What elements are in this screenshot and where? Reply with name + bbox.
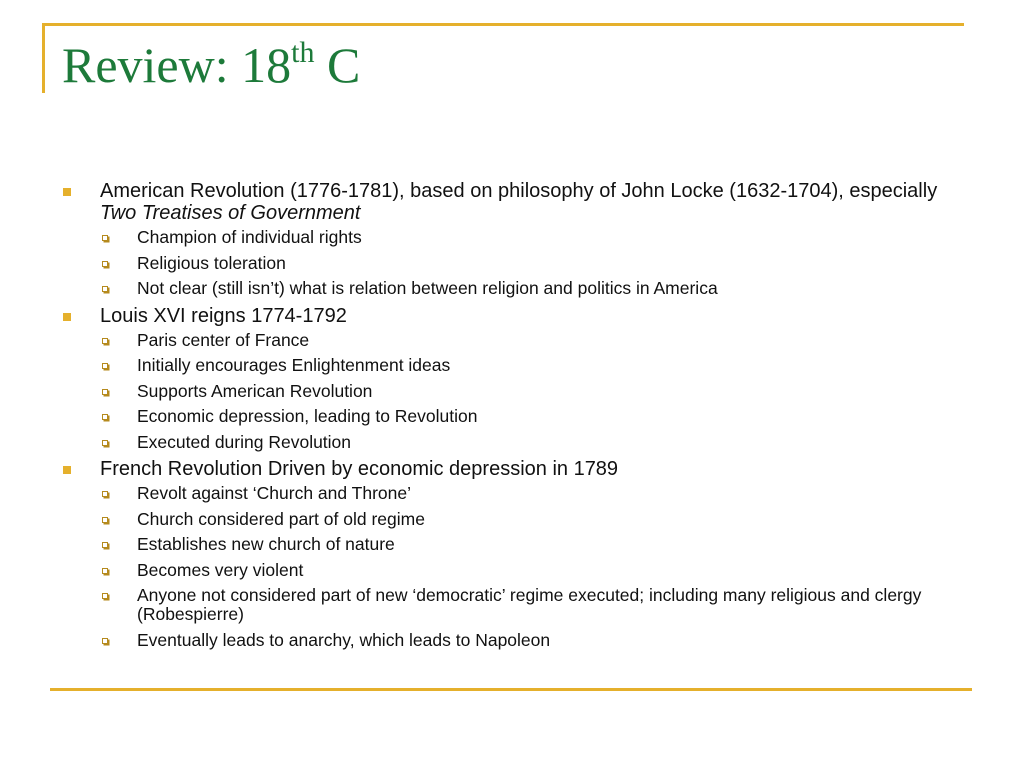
sub-bullet-text: Economic depression, leading to Revolution (137, 406, 478, 426)
sub-bullet-point (62, 279, 942, 298)
bullet-point (62, 458, 942, 480)
sub-bullet-point (62, 254, 942, 273)
title-main: Review: 18 (62, 37, 292, 93)
sub-bullet-point (62, 433, 942, 452)
bullet-text: American Revolution (1776-1781), based on philosophy of John Locke (1632-1704), especially (100, 180, 938, 202)
sub-bullet-point (62, 407, 942, 426)
sub-bullet-point (62, 382, 942, 401)
sub-bullet-text: Anyone not considered part of new ‘democratic’ regime executed; including many religious and clergy (Robespierre) (137, 585, 922, 624)
sub-bullet-point (62, 535, 942, 554)
sub-bullet-list (62, 484, 942, 650)
hollow-square-bullet-icon (102, 389, 108, 395)
hollow-square-bullet-icon (102, 491, 108, 497)
title-tail: C (314, 37, 361, 93)
sub-bullet-point (62, 631, 942, 650)
hollow-square-bullet-icon (102, 235, 108, 241)
sub-bullet-point (62, 356, 942, 375)
hollow-square-bullet-icon (102, 593, 108, 599)
hollow-square-bullet-icon (102, 363, 108, 369)
sub-bullet-list (62, 331, 942, 452)
title-superscript: th (291, 36, 315, 69)
sub-bullet-point (62, 228, 942, 247)
sub-bullet-text: Becomes very violent (137, 559, 304, 580)
hollow-square-bullet-icon (102, 261, 108, 267)
hollow-square-bullet-icon (102, 338, 108, 344)
sub-bullet-text: Not clear (still isn’t) what is relation between religion and politics in America (137, 278, 718, 298)
hollow-square-bullet-icon (102, 568, 108, 574)
bottom-rule (50, 688, 972, 691)
bullet-text: Louis XVI reigns 1774-1792 (100, 304, 347, 327)
sub-bullet-point (62, 586, 942, 624)
sub-bullet-text: Executed during Revolution (137, 431, 352, 452)
sub-bullet-text: Paris center of France (137, 329, 310, 350)
square-bullet-icon (63, 188, 71, 196)
sub-bullet-point (62, 561, 942, 580)
bullet-text: French Revolution Driven by economic depression in 1789 (100, 458, 619, 480)
sub-bullet-point (62, 484, 942, 503)
sub-bullet-text: Eventually leads to anarchy, which leads to Napoleon (137, 629, 551, 650)
slide-title (62, 38, 360, 93)
sub-bullet-list (62, 228, 942, 298)
sub-bullet-text: Initially encourages Enlightenment ideas (137, 355, 451, 375)
hollow-square-bullet-icon (102, 440, 108, 446)
sub-bullet-text: Religious toleration (137, 252, 286, 273)
hollow-square-bullet-icon (102, 542, 108, 548)
sub-bullet-text: Revolt against ‘Church and Throne’ (137, 483, 412, 503)
bullet-point (62, 180, 942, 224)
sub-bullet-text: Supports American Revolution (137, 380, 373, 401)
hollow-square-bullet-icon (102, 517, 108, 523)
bullet-point (62, 305, 942, 327)
hollow-square-bullet-icon (102, 286, 108, 292)
square-bullet-icon (63, 466, 71, 474)
sub-bullet-text: Establishes new church of nature (137, 534, 395, 554)
hollow-square-bullet-icon (102, 638, 108, 644)
sub-bullet-text: Champion of individual rights (137, 227, 362, 247)
sub-bullet-point (62, 510, 942, 529)
sub-bullet-point (62, 331, 942, 350)
bullet-content (62, 180, 942, 656)
top-rule (42, 23, 964, 26)
square-bullet-icon (63, 313, 71, 321)
left-rule (42, 23, 45, 93)
book-title: Two Treatises of Government (100, 202, 361, 224)
sub-bullet-text: Church considered part of old regime (137, 508, 425, 529)
hollow-square-bullet-icon (102, 414, 108, 420)
